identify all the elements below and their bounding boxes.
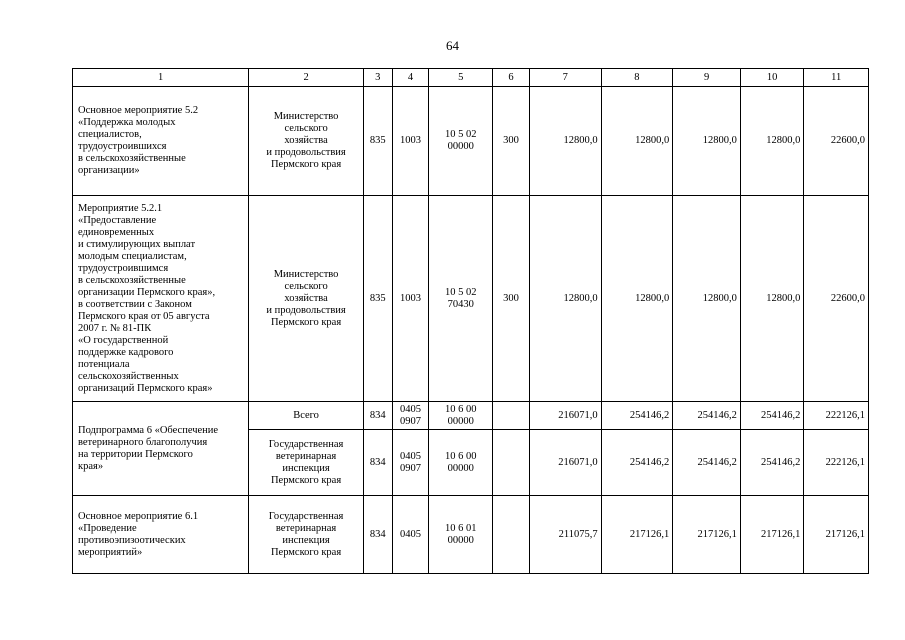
executor-cell: Государственная ветеринарная инспекция Пермского края (249, 496, 364, 574)
amount-cell: 12800,0 (529, 196, 601, 402)
header-cell: 6 (493, 69, 530, 87)
expense-type-cell (493, 402, 530, 430)
expense-type-cell: 300 (493, 196, 530, 402)
amount-cell: 222126,1 (804, 402, 869, 430)
executor-cell: Министерство сельского хозяйства и продовольствия Пермского края (249, 87, 364, 196)
target-article-cell: 10 6 00 00000 (429, 402, 493, 430)
header-cell: 11 (804, 69, 869, 87)
executor-cell: Государственная ветеринарная инспекция Пермского края (249, 430, 364, 496)
amount-cell: 12800,0 (529, 87, 601, 196)
section-cell: 1003 (392, 196, 429, 402)
amount-cell: 12800,0 (601, 87, 673, 196)
amount-cell: 217126,1 (673, 496, 741, 574)
header-cell: 9 (673, 69, 741, 87)
amount-cell: 22600,0 (804, 196, 869, 402)
budget-table (72, 68, 869, 574)
amount-cell: 254146,2 (673, 402, 741, 430)
activity-name-cell: Подпрограмма 6 «Обеспечение ветеринарного благополучия на территории Пермского края» (73, 402, 249, 496)
activity-name-cell: Мероприятие 5.2.1 «Предоставление единовременных и стимулирующих выплат молодым специалистам, трудоустроившимся в сельскохозяйственные организации Пермского края», в соответствии с Законом Пермского края от 05 августа 2007 г. № 81-ПК «О государственной поддержке кадрового потенциала сельскохозяйственных организаций Пермского края» (73, 196, 249, 402)
amount-cell: 254146,2 (601, 402, 673, 430)
amount-cell: 217126,1 (740, 496, 804, 574)
header-cell: 2 (249, 69, 364, 87)
amount-cell: 217126,1 (601, 496, 673, 574)
header-cell: 10 (740, 69, 804, 87)
code-cell: 834 (363, 496, 392, 574)
target-article-cell: 10 5 02 00000 (429, 87, 493, 196)
amount-cell: 12800,0 (673, 87, 741, 196)
amount-cell: 12800,0 (740, 87, 804, 196)
amount-cell: 254146,2 (673, 430, 741, 496)
amount-cell: 216071,0 (529, 402, 601, 430)
amount-cell: 254146,2 (740, 430, 804, 496)
table-row (73, 402, 869, 430)
section-cell: 0405 0907 (392, 402, 429, 430)
page-number: 64 (446, 38, 459, 53)
activity-name-cell: Основное мероприятие 6.1 «Проведение противоэпизоотических мероприятий» (73, 496, 249, 574)
amount-cell: 12800,0 (740, 196, 804, 402)
amount-cell: 254146,2 (601, 430, 673, 496)
header-cell: 4 (392, 69, 429, 87)
header-cell: 3 (363, 69, 392, 87)
target-article-cell: 10 5 02 70430 (429, 196, 493, 402)
amount-cell: 254146,2 (740, 402, 804, 430)
amount-cell: 216071,0 (529, 430, 601, 496)
code-cell: 835 (363, 196, 392, 402)
section-cell: 0405 0907 (392, 430, 429, 496)
amount-cell: 222126,1 (804, 430, 869, 496)
code-cell: 834 (363, 430, 392, 496)
amount-cell: 12800,0 (601, 196, 673, 402)
header-cell: 1 (73, 69, 249, 87)
executor-cell: Всего (249, 402, 364, 430)
executor-cell: Министерство сельского хозяйства и продовольствия Пермского края (249, 196, 364, 402)
amount-cell: 12800,0 (673, 196, 741, 402)
code-cell: 835 (363, 87, 392, 196)
section-cell: 0405 (392, 496, 429, 574)
expense-type-cell (493, 496, 530, 574)
expense-type-cell: 300 (493, 87, 530, 196)
table-row (73, 196, 869, 402)
header-cell: 8 (601, 69, 673, 87)
amount-cell: 22600,0 (804, 87, 869, 196)
header-cell: 5 (429, 69, 493, 87)
amount-cell: 217126,1 (804, 496, 869, 574)
activity-name-cell: Основное мероприятие 5.2 «Поддержка молодых специалистов, трудоустроившихся в сельскохозяйственные организации» (73, 87, 249, 196)
target-article-cell: 10 6 01 00000 (429, 496, 493, 574)
target-article-cell: 10 6 00 00000 (429, 430, 493, 496)
header-row (73, 69, 869, 87)
expense-type-cell (493, 430, 530, 496)
table-row (73, 87, 869, 196)
amount-cell: 211075,7 (529, 496, 601, 574)
section-cell: 1003 (392, 87, 429, 196)
code-cell: 834 (363, 402, 392, 430)
table-row (73, 496, 869, 574)
header-cell: 7 (529, 69, 601, 87)
